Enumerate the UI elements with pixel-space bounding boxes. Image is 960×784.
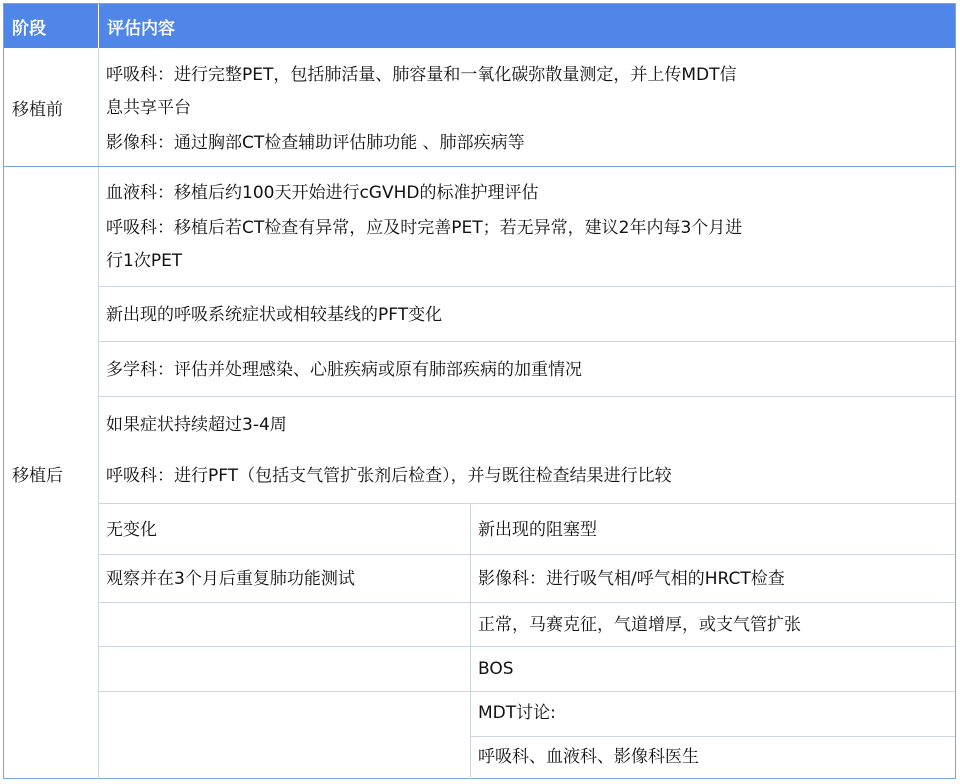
divider-row xyxy=(99,554,955,555)
post-row-multidisciplinary: 多学科：评估并处理感染、心脏疾病或原有肺部疾病的加重情况 xyxy=(106,360,582,380)
header-content: 评估内容 xyxy=(99,4,955,48)
right-doctors: 呼吸科、血液科、影像科医生 xyxy=(478,747,699,767)
divider-row xyxy=(470,736,955,737)
right-hrct: 影像科：进行吸气相/呼气相的HRCT检查 xyxy=(478,569,785,589)
divider-pre-post xyxy=(4,166,955,167)
post-block1-line: 呼吸科：移植后若CT检查有异常，应及时完善PET；若无异常，建议2年内每3个月进 xyxy=(106,218,743,238)
post-row-pft: 呼吸科：进行PFT（包括支气管扩张剂后检查），并与既往检查结果进行比较 xyxy=(106,466,672,486)
right-mdt: MDT讨论: xyxy=(478,703,556,723)
post-row-symptom-change: 新出现的呼吸系统症状或相较基线的PFT变化 xyxy=(106,305,443,325)
divider-stage-column xyxy=(98,48,99,779)
divider-row xyxy=(99,286,955,287)
divider-subcolumn xyxy=(470,503,471,779)
divider-row xyxy=(99,691,955,692)
stage-pre: 移植前 xyxy=(12,99,63,120)
pre-line: 影像科：通过胸部CT检查辅助评估肺功能 、肺部疾病等 xyxy=(106,133,525,153)
right-new-obstruction: 新出现的阻塞型 xyxy=(478,520,597,540)
divider-row xyxy=(99,646,955,647)
divider-row xyxy=(99,503,955,504)
stage-post: 移植后 xyxy=(12,465,63,486)
post-block1-line: 血液科：移植后约100天开始进行cGVHD的标准护理评估 xyxy=(106,183,539,203)
left-repeat-test: 观察并在3个月后重复肺功能测试 xyxy=(106,569,355,589)
divider-row xyxy=(99,396,955,397)
divider-row xyxy=(99,341,955,342)
left-no-change: 无变化 xyxy=(106,520,157,540)
post-block1-line: 行1次PET xyxy=(106,251,183,271)
pre-line: 息共享平台 xyxy=(106,98,191,118)
right-bos: BOS xyxy=(478,659,514,679)
post-row-persisting-symptoms: 如果症状持续超过3-4周 xyxy=(106,415,287,435)
right-findings: 正常，马赛克征，气道增厚，或支气管扩张 xyxy=(478,615,801,635)
header-stage: 阶段 xyxy=(4,4,98,48)
pre-line: 呼吸科：进行完整PET，包括肺活量、肺容量和一氧化碳弥散量测定，并上传MDT信 xyxy=(106,65,737,85)
divider-row xyxy=(99,602,955,603)
